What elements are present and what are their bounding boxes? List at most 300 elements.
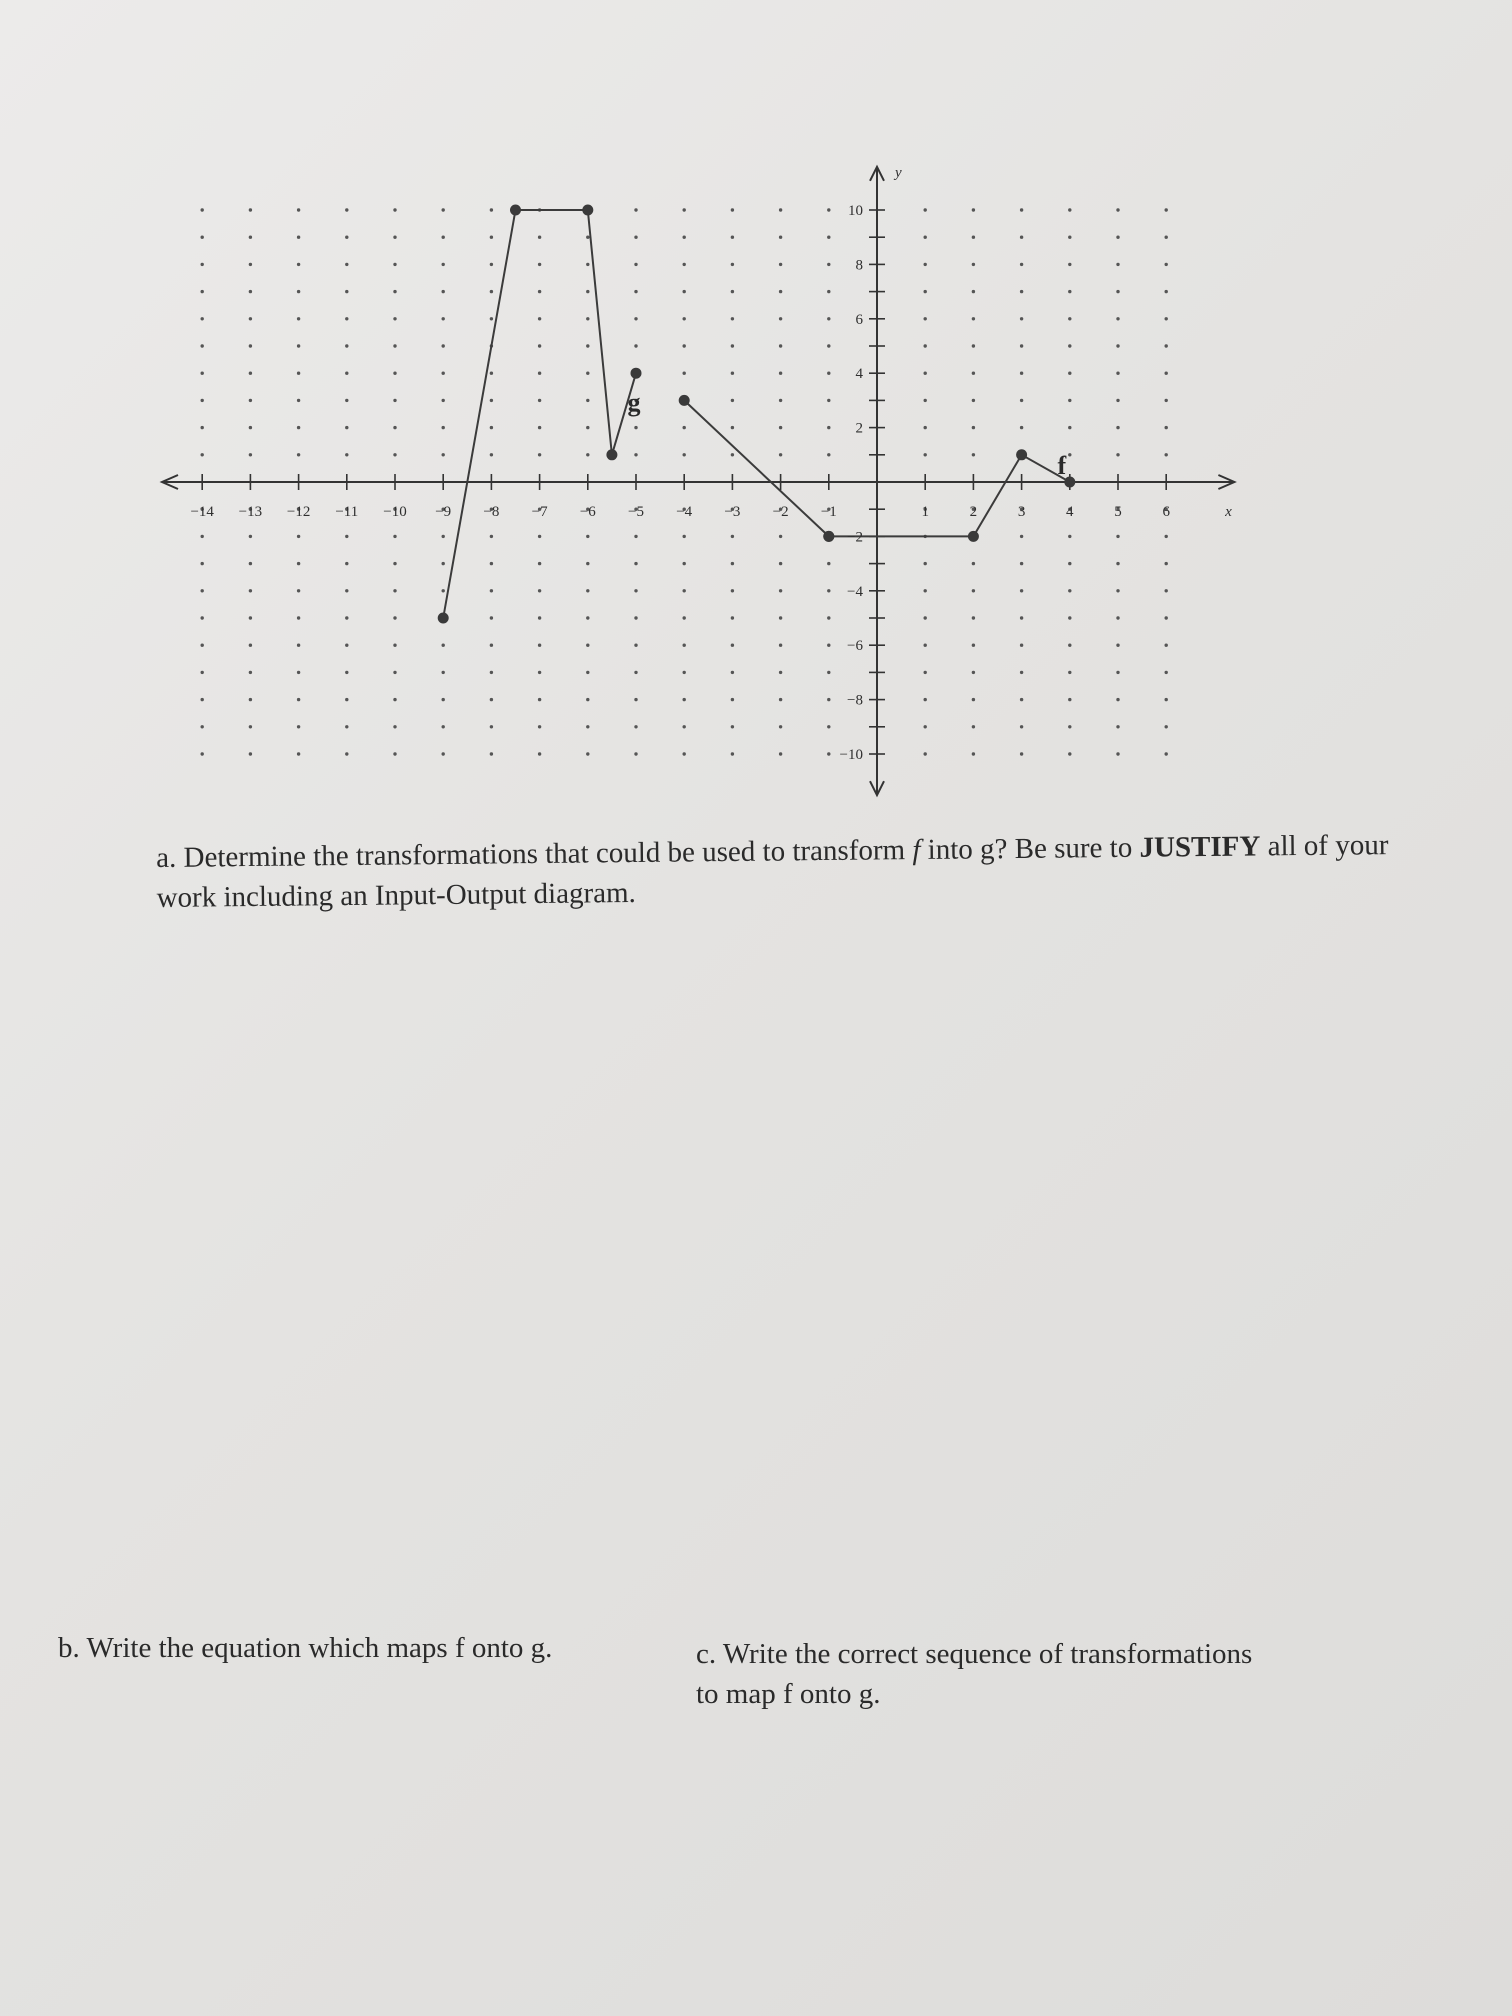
grid-dot: [393, 372, 396, 375]
y-tick-label: 4: [855, 366, 863, 383]
grid-dot: [538, 426, 541, 429]
grid-dot: [345, 698, 348, 701]
grid-dot: [586, 671, 589, 674]
series-point: [823, 531, 834, 542]
grid-dot: [249, 698, 252, 701]
grid-dot: [1116, 535, 1119, 538]
grid-dot: [538, 399, 541, 402]
grid-dot: [1165, 616, 1168, 619]
grid-dot: [345, 344, 348, 347]
grid-dot: [1116, 372, 1119, 375]
grid-dot: [827, 208, 830, 211]
grid-dot: [345, 535, 348, 538]
grid-dot: [345, 236, 348, 239]
grid-dot: [1165, 535, 1168, 538]
grid-dot: [972, 698, 975, 701]
series-label-f: f: [1057, 451, 1067, 480]
grid-dot: [442, 698, 445, 701]
series-line-g: [443, 210, 636, 618]
grid-dot: [924, 671, 927, 674]
grid-dot: [538, 535, 541, 538]
grid-dot: [538, 236, 541, 239]
grid-dot: [586, 399, 589, 402]
grid-dot: [393, 671, 396, 674]
grid-dot: [393, 426, 396, 429]
grid-dot: [1068, 317, 1071, 320]
series-layer: [438, 205, 1076, 624]
question-a-mid: into g? Be sure to: [920, 831, 1140, 866]
series-point: [968, 531, 979, 542]
grid-dot: [1068, 616, 1071, 619]
series-point: [606, 449, 617, 460]
grid-dot: [827, 698, 830, 701]
grid-dot: [779, 725, 782, 728]
grid-dot: [683, 616, 686, 619]
grid-dot: [972, 236, 975, 239]
grid-dot: [490, 426, 493, 429]
grid-dot: [731, 399, 734, 402]
grid-dot: [683, 372, 686, 375]
grid-dot: [779, 589, 782, 592]
series-point: [510, 205, 521, 216]
grid-dot: [442, 453, 445, 456]
grid-dot: [634, 426, 637, 429]
grid-dot: [1068, 453, 1071, 456]
grid-dot: [731, 208, 734, 211]
grid-dot: [249, 372, 252, 375]
grid-dot: [442, 725, 445, 728]
grid-dot: [345, 263, 348, 266]
grid-dot: [972, 562, 975, 565]
grid-dot: [1116, 290, 1119, 293]
grid-dot: [924, 317, 927, 320]
grid-dot: [201, 725, 204, 728]
grid-dot: [201, 208, 204, 211]
grid-dot: [586, 644, 589, 647]
grid-dot: [1068, 290, 1071, 293]
grid-dot: [201, 698, 204, 701]
grid-dot: [586, 344, 589, 347]
grid-dot: [779, 372, 782, 375]
x-tick-label: −6: [579, 504, 596, 520]
grid-dot: [490, 671, 493, 674]
grid-dot: [297, 344, 300, 347]
series-point: [582, 205, 593, 216]
grid-dot: [924, 344, 927, 347]
grid-dot: [1068, 671, 1071, 674]
y-tick-label: 6: [855, 311, 863, 328]
grid-dot: [683, 671, 686, 674]
grid-dot: [779, 644, 782, 647]
x-tick-label: 6: [1162, 504, 1170, 520]
grid-dot: [297, 698, 300, 701]
x-tick-label: −2: [772, 504, 789, 520]
grid-dot: [201, 344, 204, 347]
grid-dot: [827, 644, 830, 647]
grid-dot: [972, 263, 975, 266]
grid-dot: [1020, 644, 1023, 647]
grid-dot: [779, 698, 782, 701]
grid-dot: [490, 616, 493, 619]
grid-dot: [345, 317, 348, 320]
grid-dot: [1068, 208, 1071, 211]
grid-dot: [924, 290, 927, 293]
grid-dot: [972, 426, 975, 429]
grid-dot: [1068, 372, 1071, 375]
grid-dot: [538, 589, 541, 592]
grid-dot: [924, 208, 927, 211]
grid-dot: [683, 426, 686, 429]
grid-dot: [683, 562, 686, 565]
grid-dot: [731, 263, 734, 266]
grid-dot: [442, 671, 445, 674]
grid-dot: [731, 644, 734, 647]
grid-dot: [827, 426, 830, 429]
grid-dot: [1165, 589, 1168, 592]
grid-dot: [1165, 344, 1168, 347]
grid-dot: [249, 671, 252, 674]
grid-dot: [924, 263, 927, 266]
grid-dot: [538, 725, 541, 728]
series-line-segment2: [684, 400, 829, 536]
grid-dot: [249, 344, 252, 347]
grid-dot: [634, 644, 637, 647]
grid-dot: [731, 616, 734, 619]
grid-dot: [586, 236, 589, 239]
grid-dot: [586, 616, 589, 619]
x-tick-label: 5: [1114, 504, 1122, 520]
grid-dot: [393, 616, 396, 619]
grid-dot: [586, 263, 589, 266]
grid-dot: [827, 290, 830, 293]
grid-dot: [827, 589, 830, 592]
grid-dot: [442, 644, 445, 647]
x-axis-label: x: [1225, 504, 1232, 520]
grid-dot: [297, 317, 300, 320]
grid-dot: [442, 372, 445, 375]
grid-dot: [779, 562, 782, 565]
y-tick-label: −4: [847, 583, 863, 600]
grid-dot: [393, 698, 396, 701]
grid-dot: [924, 752, 927, 755]
grid-dot: [393, 208, 396, 211]
grid-dot: [393, 344, 396, 347]
grid-dot: [779, 317, 782, 320]
grid-dot: [393, 453, 396, 456]
grid-dot: [1020, 725, 1023, 728]
x-tick-label: 4: [1066, 504, 1074, 520]
grid-dot: [442, 426, 445, 429]
grid-dot: [586, 562, 589, 565]
grid-dot: [972, 752, 975, 755]
grid-dot: [1116, 725, 1119, 728]
grid-dot: [1116, 671, 1119, 674]
x-tick-label: −3: [724, 504, 741, 520]
grid-dot: [924, 589, 927, 592]
grid-dot: [538, 616, 541, 619]
grid-dot: [1165, 263, 1168, 266]
grid-dot: [683, 344, 686, 347]
grid-dot: [827, 725, 830, 728]
grid-dot: [538, 698, 541, 701]
grid-dot: [297, 263, 300, 266]
series-point: [1016, 449, 1027, 460]
grid-dot: [1020, 208, 1023, 211]
grid-dot: [538, 263, 541, 266]
grid-dot: [1165, 698, 1168, 701]
grid-dot: [731, 671, 734, 674]
grid-dot: [1116, 236, 1119, 239]
grid-dot: [779, 535, 782, 538]
grid-dot: [731, 589, 734, 592]
grid-dot: [442, 263, 445, 266]
grid-dot: [442, 562, 445, 565]
grid-dot: [297, 644, 300, 647]
x-tick-label: −4: [676, 504, 693, 520]
grid-dot: [1116, 698, 1119, 701]
grid-dot: [538, 671, 541, 674]
grid-dot: [827, 372, 830, 375]
grid-dot: [1020, 535, 1023, 538]
grid-dot: [1068, 725, 1071, 728]
grid-dot: [538, 562, 541, 565]
grid-dot: [345, 290, 348, 293]
grid-dot: [442, 589, 445, 592]
grid-dot: [345, 208, 348, 211]
grid-dot: [634, 236, 637, 239]
series-line-f: [829, 455, 1070, 537]
grid-dot: [1020, 671, 1023, 674]
grid-dot: [972, 208, 975, 211]
grid-dot: [490, 725, 493, 728]
grid-dot: [345, 562, 348, 565]
grid-dot: [1116, 562, 1119, 565]
grid-dot: [1020, 562, 1023, 565]
grid-dot: [731, 426, 734, 429]
grid-dot: [249, 535, 252, 538]
grid-dot: [201, 752, 204, 755]
question-a-prefix: a. Determine the transformations that could be used to transform: [156, 834, 913, 874]
question-a-suffix: all of your work including an Input-Output diagram.: [156, 829, 1389, 914]
grid-dot: [683, 236, 686, 239]
grid-dot: [634, 616, 637, 619]
grid-dot: [393, 589, 396, 592]
grid-dot: [586, 317, 589, 320]
grid-dot: [1165, 236, 1168, 239]
grid-dot: [924, 725, 927, 728]
grid-dot: [731, 725, 734, 728]
grid-dot: [634, 562, 637, 565]
grid-dot: [779, 208, 782, 211]
x-tick-label: −8: [483, 504, 500, 520]
grid-dot: [731, 344, 734, 347]
grid-dot: [490, 644, 493, 647]
grid-dot: [297, 290, 300, 293]
grid-dot: [683, 698, 686, 701]
grid-dot: [393, 725, 396, 728]
grid-dot: [1068, 344, 1071, 347]
grid-dot: [297, 725, 300, 728]
grid-dot: [249, 263, 252, 266]
grid-dot: [634, 698, 637, 701]
grid-dot: [1165, 372, 1168, 375]
grid-dot: [297, 208, 300, 211]
grid-dot: [201, 453, 204, 456]
series-label-g: g: [627, 388, 641, 418]
grid-dot: [1068, 562, 1071, 565]
x-tick-label: −1: [820, 504, 837, 520]
y-axis-label: y: [895, 164, 902, 181]
grid-dot: [1116, 616, 1119, 619]
grid-dot: [731, 453, 734, 456]
grid-dot: [972, 616, 975, 619]
grid-dot: [345, 725, 348, 728]
grid-dot: [1116, 344, 1119, 347]
grid-dot: [201, 290, 204, 293]
grid-dot: [490, 317, 493, 320]
grid-dot: [297, 372, 300, 375]
grid-dot: [827, 236, 830, 239]
x-tick-label: −12: [286, 504, 311, 520]
grid-dot: [345, 453, 348, 456]
grid-dot: [827, 263, 830, 266]
grid-dot: [345, 426, 348, 429]
grid-dot: [393, 644, 396, 647]
grid-dot: [586, 290, 589, 293]
grid-dot: [924, 644, 927, 647]
grid-dot: [345, 644, 348, 647]
grid-dot: [731, 535, 734, 538]
grid-dot: [683, 725, 686, 728]
grid-dot: [490, 535, 493, 538]
grid-dot: [827, 752, 830, 755]
grid-dot: [827, 453, 830, 456]
grid-dot: [1068, 263, 1071, 266]
grid-dot: [586, 453, 589, 456]
grid-dot: [972, 589, 975, 592]
grid-dot: [683, 290, 686, 293]
grid-dot: [1020, 426, 1023, 429]
grid-dot: [201, 562, 204, 565]
grid-dot: [634, 290, 637, 293]
grid-dot: [1116, 399, 1119, 402]
grid-dot: [249, 290, 252, 293]
grid-dot: [1165, 290, 1168, 293]
x-tick-label: −10: [383, 504, 407, 520]
grid-dot: [779, 752, 782, 755]
grid-dot: [731, 317, 734, 320]
grid-dot: [924, 616, 927, 619]
grid-dot: [490, 562, 493, 565]
grid-dot: [1165, 644, 1168, 647]
grid-dot: [1116, 426, 1119, 429]
y-tick-label: −10: [839, 747, 863, 763]
grid-dot: [249, 644, 252, 647]
grid-dot: [490, 399, 493, 402]
grid-dot: [249, 236, 252, 239]
grid-dot: [490, 698, 493, 701]
grid-dot: [1165, 752, 1168, 755]
grid-dot: [634, 453, 637, 456]
grid-dot: [538, 372, 541, 375]
grid-dot: [827, 671, 830, 674]
x-tick-label: 3: [1017, 504, 1026, 520]
grid-dot: [249, 616, 252, 619]
grid-dot: [538, 453, 541, 456]
grid-dot: [683, 317, 686, 320]
grid-dot: [586, 698, 589, 701]
grid-dot: [731, 290, 734, 293]
grid-dot: [1020, 399, 1023, 402]
grid-dot: [442, 399, 445, 402]
grid-dot: [345, 589, 348, 592]
grid-dot: [972, 372, 975, 375]
grid-dot: [731, 562, 734, 565]
grid-dot: [345, 616, 348, 619]
grid-dot: [827, 616, 830, 619]
grid-dot: [345, 399, 348, 402]
grid-dot: [297, 752, 300, 755]
grid-dot: [345, 671, 348, 674]
grid-dot: [538, 317, 541, 320]
grid-dot: [393, 263, 396, 266]
grid-dot: [297, 399, 300, 402]
grid-dot: [1020, 372, 1023, 375]
grid-dot: [1020, 236, 1023, 239]
grid-dot: [490, 752, 493, 755]
grid-dot: [297, 426, 300, 429]
grid-dot: [1020, 589, 1023, 592]
grid-dot: [1116, 317, 1119, 320]
grid-dot: [827, 562, 830, 565]
grid-dot: [586, 725, 589, 728]
question-b: b. Write the equation which maps f onto g.: [58, 1632, 553, 1664]
grid-dot: [924, 562, 927, 565]
y-tick-label: −2: [847, 529, 863, 546]
grid-dot: [1165, 562, 1168, 565]
y-tick-label: 2: [855, 420, 863, 437]
grid-dot: [1068, 589, 1071, 592]
grid-dot: [1165, 317, 1168, 320]
grid-dot: [634, 725, 637, 728]
grid-dot: [249, 399, 252, 402]
grid-dot: [683, 208, 686, 211]
grid-dot: [538, 752, 541, 755]
grid-dot: [1020, 344, 1023, 347]
grid-dot: [1165, 725, 1168, 728]
grid-dot: [297, 589, 300, 592]
grid-dot: [1165, 671, 1168, 674]
grid-dot: [201, 644, 204, 647]
grid-dot: [634, 208, 637, 211]
series-point: [679, 395, 690, 406]
grid-dot: [586, 535, 589, 538]
grid-dot: [297, 671, 300, 674]
x-tick-label: −14: [190, 504, 214, 520]
coordinate-graph: [0, 0, 1512, 850]
grid-dot: [442, 290, 445, 293]
grid-dot: [490, 589, 493, 592]
grid-dot: [683, 752, 686, 755]
grid-dot: [442, 317, 445, 320]
grid-dot: [538, 290, 541, 293]
grid-dot: [345, 752, 348, 755]
y-tick-label: −6: [847, 638, 863, 655]
y-tick-label: −8: [847, 692, 863, 709]
grid-dot: [827, 399, 830, 402]
grid-dot: [249, 317, 252, 320]
grid-dot: [972, 453, 975, 456]
